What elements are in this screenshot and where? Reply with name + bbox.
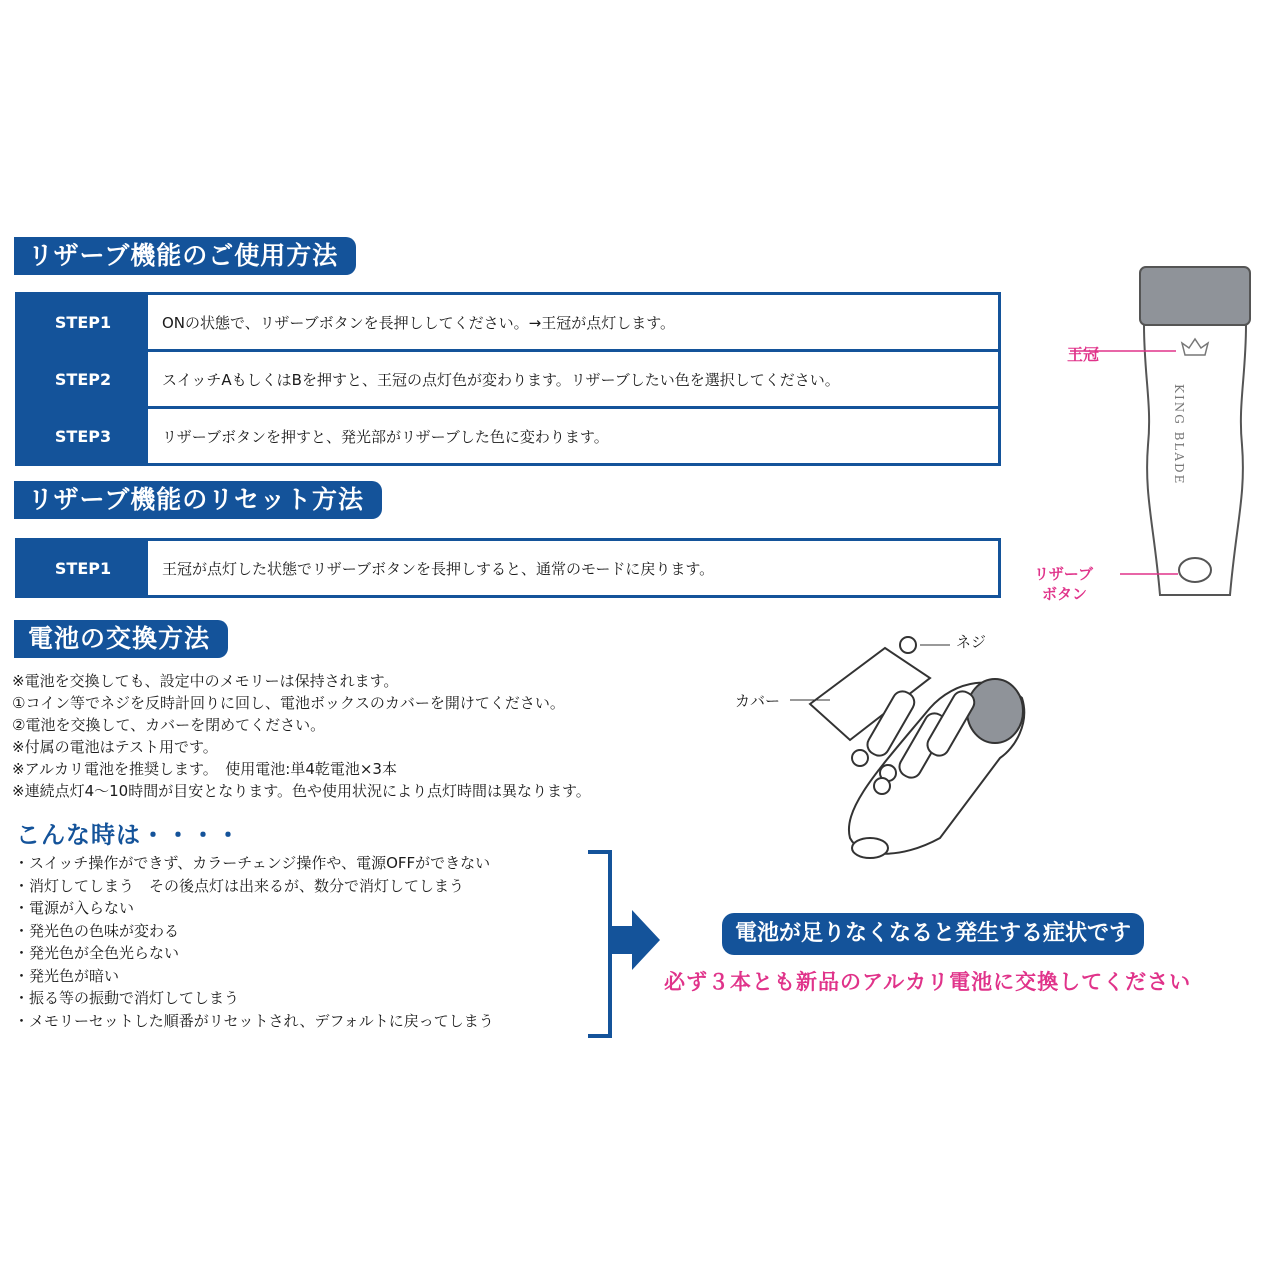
battery-note: ②電池を交換して、カバーを閉めてください。 [12, 716, 326, 734]
reserve-label-1: リザーブ [1034, 565, 1093, 583]
step-label: STEP3 [18, 409, 148, 463]
step-text: ONの状態で、リザーブボタンを長押ししてください。→王冠が点灯します。 [162, 313, 676, 332]
step-label: STEP2 [18, 352, 148, 406]
reserve-label-2: ボタン [1042, 585, 1088, 603]
cover-label: カバー [735, 692, 781, 710]
step-text: リザーブボタンを押すと、発光部がリザーブした色に変わります。 [162, 427, 609, 446]
battery-replacement-illustration [790, 628, 1050, 873]
crown-label: 王冠 [1067, 345, 1100, 364]
table-row [18, 409, 998, 463]
reset-steps-table [15, 538, 1001, 598]
table-row [18, 352, 998, 409]
table-row [18, 541, 998, 595]
step-label: STEP1 [18, 295, 148, 349]
list-item: ・消灯してしまう その後点灯は出来るが、数分で消灯してしまう [14, 877, 465, 895]
result-banner: 電池が足りなくなると発生する症状です [722, 913, 1144, 955]
table-row [18, 295, 998, 352]
battery-note: ※付属の電池はテスト用です。 [12, 738, 218, 756]
list-item: ・発光色が暗い [14, 967, 120, 985]
battery-section-title: 電池の交換方法 [14, 620, 228, 658]
step-text: 王冠が点灯した状態でリザーブボタンを長押しすると、通常のモードに戻ります。 [162, 559, 715, 578]
list-item: ・発光色が全色光らない [14, 944, 180, 962]
list-item: ・電源が入らない [14, 899, 135, 917]
bracket-arrow [580, 848, 670, 1043]
battery-note: ※連続点灯4～10時間が目安となります。色や使用状況により点灯時間は異なります。 [12, 782, 591, 800]
battery-note: ※アルカリ電池を推奨します。 使用電池:単4乾電池×3本 [12, 760, 397, 778]
battery-note: ※電池を交換しても、設定中のメモリーは保持されます。 [12, 672, 399, 690]
list-item: ・発光色の色味が変わる [14, 922, 180, 940]
list-item: ・振る等の振動で消灯してしまう [14, 989, 240, 1007]
reset-section-title: リザーブ機能のリセット方法 [14, 481, 382, 519]
usage-section-title: リザーブ機能のご使用方法 [14, 237, 356, 275]
battery-note: ①コイン等でネジを反時計回りに回し、電池ボックスのカバーを開けてください。 [12, 694, 565, 712]
usage-steps-table [15, 292, 1001, 466]
list-item: ・メモリーセットした順番がリセットされ、デフォルトに戻ってしまう [14, 1012, 494, 1030]
trouble-section-title: こんな時は・・・・ [16, 821, 241, 849]
brand-text: KING BLADE [1172, 384, 1186, 486]
screw-label: ネジ [956, 633, 987, 651]
step-label: STEP1 [18, 541, 148, 595]
list-item: ・スイッチ操作ができず、カラーチェンジ操作や、電源OFFができない [14, 854, 491, 872]
step-text: スイッチAもしくはBを押すと、王冠の点灯色が変わります。リザーブしたい色を選択してください。 [162, 370, 840, 389]
result-note: 必ず３本とも新品のアルカリ電池に交換してください [664, 970, 1192, 994]
